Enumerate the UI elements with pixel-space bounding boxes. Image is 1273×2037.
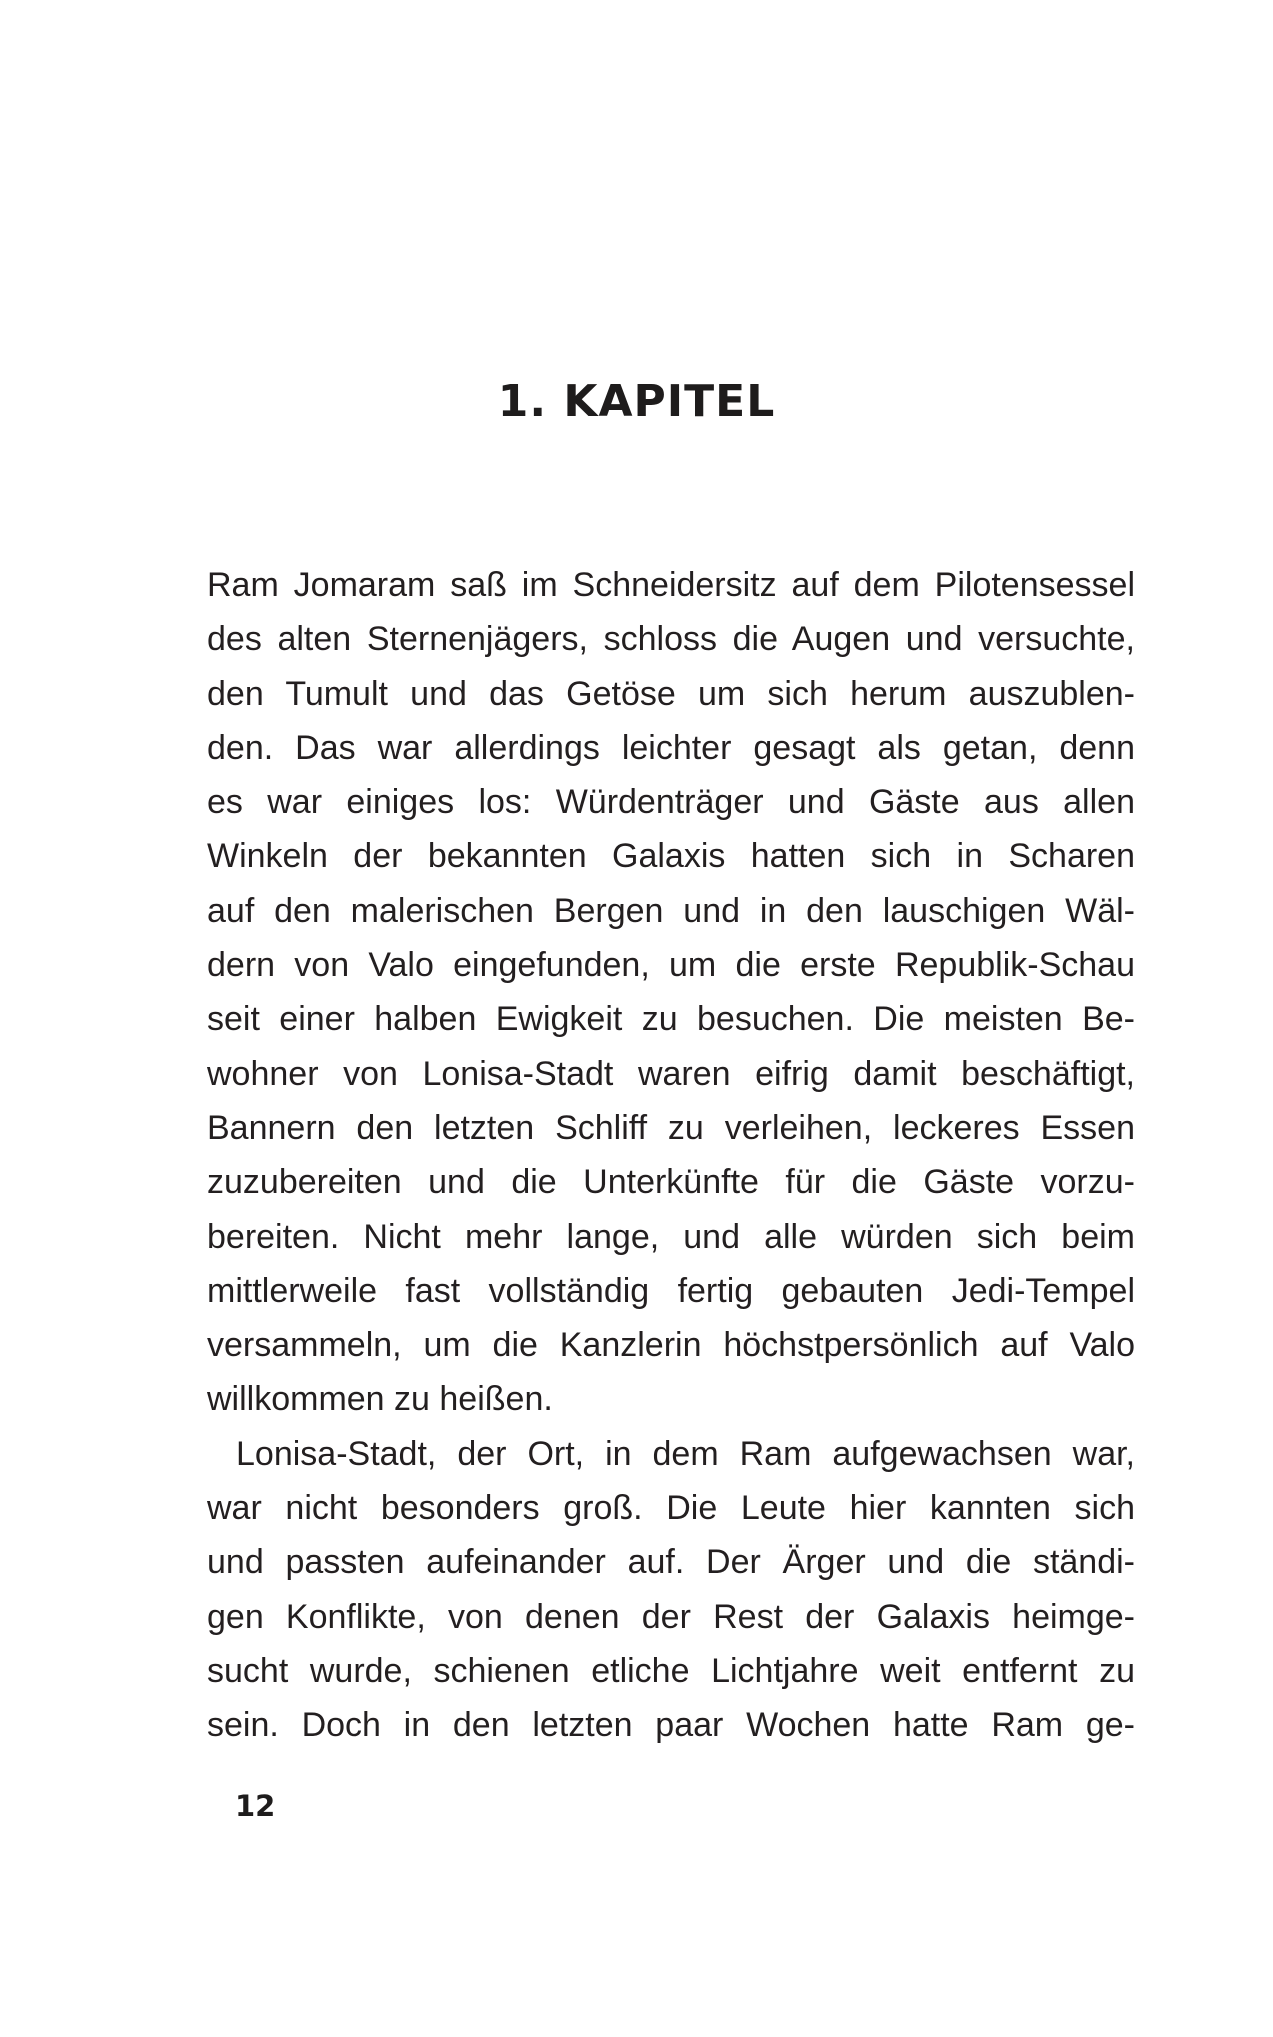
text-line: Bannern den letzten Schliff zu verleihen, leckeres Essen	[207, 1108, 1135, 1147]
text-line: versammeln, um die Kanzlerin höchstpersönlich auf Valo	[207, 1326, 1135, 1365]
text-line: mittlerweile fast vollständig fertig gebauten Jedi-Tempel	[207, 1271, 1135, 1310]
text-line: Ram Jomaram saß im Schneidersitz auf dem Pilotensessel	[207, 566, 1135, 604]
text-line: gen Konflikte, von denen der Rest der Galaxis heimge-	[207, 1597, 1135, 1636]
paragraph-1	[207, 558, 1135, 1427]
text-line: willkommen zu heißen.	[207, 1380, 553, 1419]
paragraph-2	[207, 1427, 1135, 1753]
text-line: bereiten. Nicht mehr lange, und alle würden sich beim	[207, 1217, 1135, 1256]
page-number: 12	[235, 1789, 276, 1823]
text-line: war nicht besonders groß. Die Leute hier kannten sich	[207, 1489, 1135, 1528]
body-text	[207, 558, 1135, 1753]
text-line: seit einer halben Ewigkeit zu besuchen. Die meisten Be-	[207, 1000, 1135, 1039]
text-line: den. Das war allerdings leichter gesagt als getan, denn	[207, 728, 1135, 767]
text-line: Winkeln der bekannten Galaxis hatten sich in Scharen	[207, 837, 1135, 876]
text-line: den Tumult und das Getöse um sich herum auszublen-	[207, 674, 1135, 713]
text-line: wohner von Lonisa-Stadt waren eifrig damit beschäftigt,	[207, 1054, 1135, 1093]
text-line: Lonisa-Stadt, der Ort, in dem Ram aufgewachsen war,	[236, 1434, 1135, 1473]
text-line: des alten Sternenjägers, schloss die Augen und versuchte,	[207, 620, 1135, 659]
text-line: zuzubereiten und die Unterkünfte für die Gäste vorzu-	[207, 1163, 1135, 1202]
text-line: dern von Valo eingefunden, um die erste Republik-Schau	[207, 946, 1135, 985]
chapter-title: 1. KAPITEL	[497, 376, 776, 427]
text-line: auf den malerischen Bergen und in den lauschigen Wäl-	[207, 891, 1135, 930]
text-line: sucht wurde, schienen etliche Lichtjahre weit entfernt zu	[207, 1651, 1135, 1690]
text-line: und passten aufeinander auf. Der Ärger und die ständi-	[207, 1543, 1135, 1582]
text-line: sein. Doch in den letzten paar Wochen hatte Ram ge-	[207, 1706, 1135, 1745]
text-line: es war einiges los: Würdenträger und Gäste aus allen	[207, 783, 1135, 822]
